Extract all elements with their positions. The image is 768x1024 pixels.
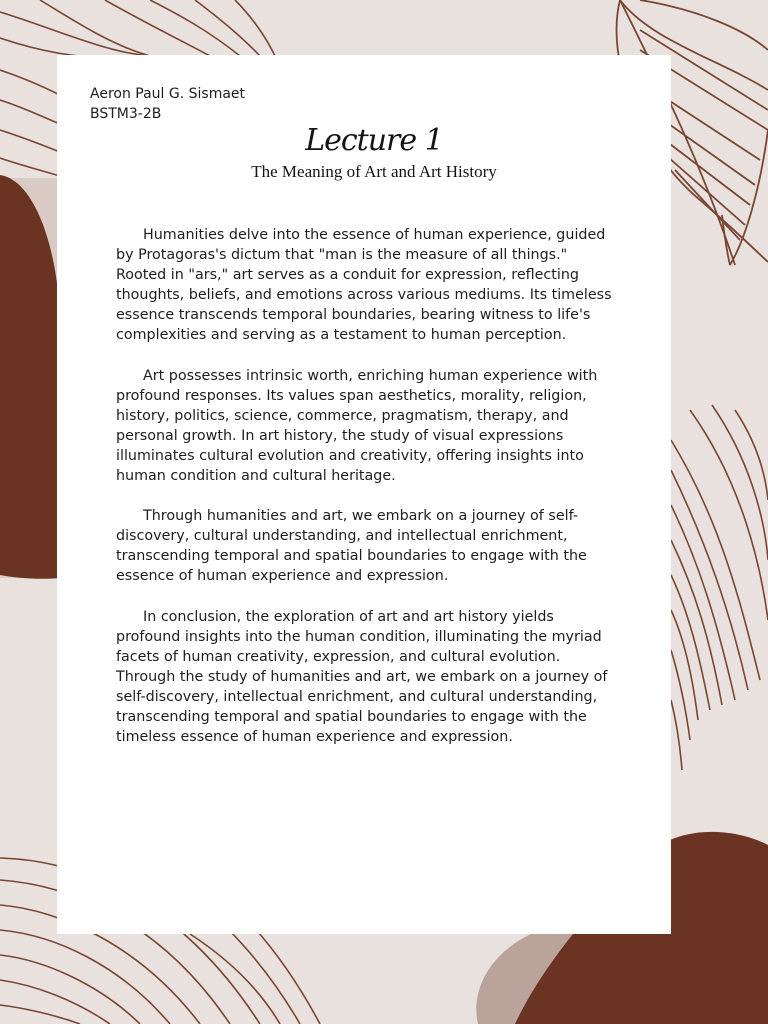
paragraph: Humanities delve into the essence of human experience, guided by Protagoras's dictum that "man is the measure of all things." Rooted in "ars," art serves as a conduit for expression, reflecting thoughts, beliefs, and emotions across various mediums. Its timeless essence transcends temporal boundaries, bearing witness to life's complexities and serving as a testament to human perception.	[116, 227, 612, 344]
author-section: BSTM3-2B	[90, 106, 162, 122]
document-page	[57, 55, 671, 934]
essay-body	[116, 225, 613, 767]
paragraph: In conclusion, the exploration of art and art history yields profound insights into the human condition, illuminating the myriad facets of human creativity, expression, and cultural evolution. Through the study of humanities and art, we embark on a journey of self-discovery, intellectual enrichment, and cultural understanding, transcending temporal and spatial boundaries to engage with the timeless essence of human experience and expression.	[116, 608, 608, 746]
lecture-subtitle: The Meaning of Art and Art History	[251, 162, 497, 181]
paragraph: Art possesses intrinsic worth, enriching human experience with profound responses. Its values span aesthetics, morality, religion, history, politics, science, commerce, pragmatism, therapy, and personal growth. In art history, the study of visual expressions illuminates cultural evolution and creativity, offering insights into human condition and cultural heritage.	[116, 367, 598, 485]
author-name: Aeron Paul G. Sismaet	[90, 86, 246, 102]
lecture-title: Lecture 1	[305, 123, 443, 158]
paragraph: Through humanities and art, we embark on a journey of self-discovery, cultural understanding, and intellectual enrichment, transcending temporal and spatial boundaries to engage with the essence of human experience and expression.	[116, 508, 587, 585]
right-swirl-lines	[671, 405, 768, 770]
author-block	[90, 84, 245, 124]
